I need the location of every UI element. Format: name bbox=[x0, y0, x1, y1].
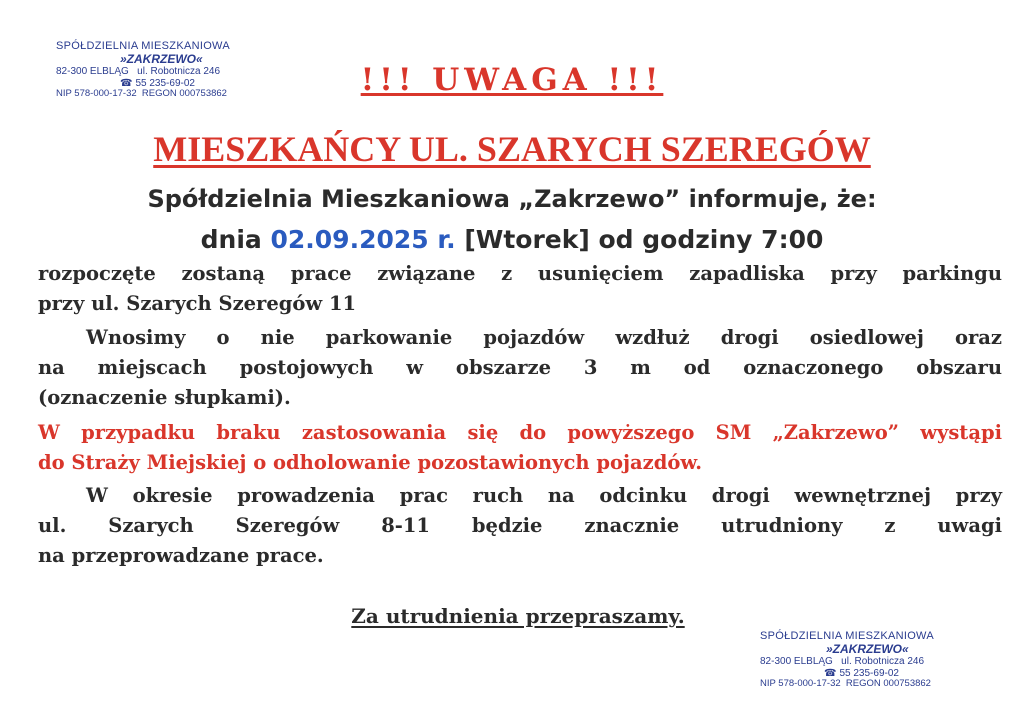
stamp-street: ul. Robotnicza 246 bbox=[137, 66, 221, 78]
stamp-ids bbox=[760, 679, 975, 690]
p1-line-2: przy ul. Szarych Szeregów 11 bbox=[38, 292, 357, 315]
stamp-nip: NIP 578-000-17-32 bbox=[56, 88, 137, 100]
p2-line-1: Wnosimy o nie parkowanie pojazdów wzdłuż drogi osiedlowej oraz bbox=[86, 326, 1002, 349]
p1-line-1: rozpoczęte zostaną prace związane z usunięciem zapadliska przy parkingu bbox=[38, 262, 1002, 285]
stamp-regon: REGON 000753862 bbox=[141, 88, 227, 100]
p3-line-1: W przypadku braku zastosowania się do powyższego SM „Zakrzewo” wystąpi bbox=[38, 421, 1002, 444]
notice-date-line bbox=[0, 225, 1024, 254]
stamp-brand: »ZAKRZEWO« bbox=[120, 51, 203, 66]
stamp-name: SPÓŁDZIELNIA MIESZKANIOWA bbox=[56, 40, 230, 52]
company-stamp-bottom bbox=[760, 630, 975, 690]
date-suffix: [Wtorek] od godziny 7:00 bbox=[464, 225, 824, 254]
p3-line-2: do Straży Miejskiej o odholowanie pozostawionych pojazdów. bbox=[38, 451, 703, 474]
stamp-address bbox=[760, 656, 975, 668]
stamp-postal: 82-300 ELBLĄG bbox=[760, 656, 833, 668]
apology-text: Za utrudnienia przepraszamy. bbox=[351, 604, 685, 628]
paragraph-traffic bbox=[38, 481, 1002, 571]
stamp-phone-number: 55 235-69-02 bbox=[135, 77, 195, 89]
stamp-brand: »ZAKRZEWO« bbox=[826, 641, 909, 656]
notice-intro: Spółdzielnia Mieszkaniowa „Zakrzewo” informuje, że: bbox=[147, 185, 877, 213]
stamp-regon: REGON 000753862 bbox=[845, 678, 931, 690]
stamp-nip: NIP 578-000-17-32 bbox=[760, 678, 841, 690]
phone-icon: ☎ bbox=[120, 77, 133, 89]
stamp-street: ul. Robotnicza 246 bbox=[841, 656, 925, 668]
stamp-postal: 82-300 ELBLĄG bbox=[56, 66, 129, 78]
date-prefix: dnia bbox=[200, 225, 262, 254]
stamp-phone-number: 55 235-69-02 bbox=[839, 667, 899, 679]
paragraph-works bbox=[38, 259, 1002, 319]
stamp-name: SPÓŁDZIELNIA MIESZKANIOWA bbox=[760, 630, 934, 642]
p4-line-1: W okresie prowadzenia prac ruch na odcinku drogi wewnętrznej przy bbox=[86, 484, 1002, 507]
notice-headline: MIESZKAŃCY UL. SZARYCH SZEREGÓW bbox=[153, 129, 871, 169]
p2-line-2: na miejscach postojowych w obszarze 3 m od oznaczonego obszaru bbox=[38, 356, 1002, 379]
p4-line-3: na przeprowadzane prace. bbox=[38, 544, 324, 567]
work-date: 02.09.2025 r. bbox=[270, 225, 456, 254]
paragraph-parking bbox=[38, 323, 1002, 413]
warning-heading: !!! UWAGA !!! bbox=[360, 62, 664, 98]
p2-line-3: (oznaczenie słupkami). bbox=[38, 386, 291, 409]
paragraph-towing-warning bbox=[38, 418, 1002, 478]
phone-icon: ☎ bbox=[824, 667, 837, 679]
p4-line-2: ul. Szarych Szeregów 8-11 będzie znacznie utrudniony z uwagi bbox=[38, 514, 1002, 537]
